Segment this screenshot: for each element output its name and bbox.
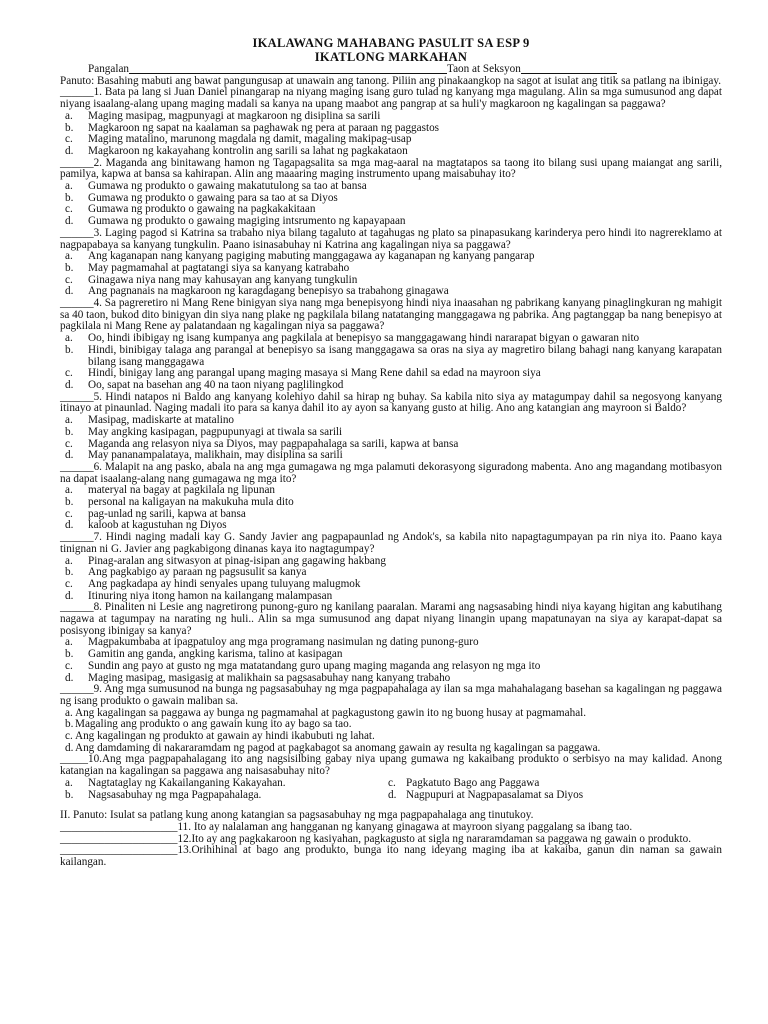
- option-letter: a.: [65, 554, 73, 567]
- option-letter: c.: [65, 659, 73, 672]
- question-stem: [60, 602, 722, 637]
- option-text: Gumawa ng produkto o gawaing magiging intsrumento ng kapayapaan: [88, 215, 406, 228]
- section2-directions: II. Panuto: Isulat sa patlang kung anong katangian sa pagsasabuhay ng mga pagpapahalaga ang tinutukoy.: [60, 809, 534, 822]
- option-letter: b.: [65, 121, 74, 134]
- option-letter: b.: [65, 718, 74, 731]
- directions: Panuto: Basahing mabuti ang bawat pangungusap at unawain ang tanong. Piliin ang pinakaangkop na sagot at isulat ang titik sa patlang na ibinigay.: [60, 74, 722, 87]
- option-text: Maganda ang relasyon niya sa Diyos, may pagpapahalaga sa sarili, kapwa at bansa: [88, 437, 459, 450]
- exam-subtitle: IKATLONG MARKAHAN: [314, 50, 468, 64]
- answer-blank[interactable]: ______: [60, 226, 94, 239]
- option-letter: b.: [65, 343, 74, 356]
- option-text: kaloob at kagustuhan ng Diyos: [88, 519, 227, 532]
- exam-page: [60, 36, 722, 869]
- option-text: Gumawa ng produkto o gawaing na pagkakakitaan: [88, 203, 316, 216]
- answer-option[interactable]: [60, 497, 722, 509]
- option-text: Magkaroon ng kakayahang kontrolin ang sarili sa lahat ng pagkakataon: [88, 144, 408, 157]
- option-text: Gumawa ng produkto o gawaing makatutulong sa tao at bansa: [88, 180, 367, 193]
- fill-in-text: 13.Orihihinal at bago ang produkto, bunga ito nang ideyang maging iba at kakaiba, ganun din naman sa gawain kailangan.: [60, 844, 722, 869]
- option-text: Ang pagnanais na magkaroon ng karagdagang benepisyo sa trabahong ginagawa: [88, 285, 449, 298]
- answer-blank[interactable]: ______: [60, 601, 94, 614]
- answer-blank[interactable]: ______: [60, 156, 94, 169]
- option-text: Gumawa ng produkto o gawaing para sa tao at sa Diyos: [88, 191, 338, 204]
- name-field[interactable]: [129, 64, 447, 74]
- option-text: Maging matalino, marunong magdala ng damit, magaling makipag-usap: [88, 133, 412, 146]
- answer-blank[interactable]: ______: [60, 531, 94, 544]
- option-letter: c.: [65, 203, 73, 216]
- question-text: 8. Pinaliten ni Lesie ang nagretirong punong-guro ng kanilang paaralan. Marami ang nagsasabing hindi niya kayang higitan ang kabutihang nagawa at tagumpay na narating ng huli.. Alin sa mga sumusunod ang dapat niyang linangin upang mapatunayan na siya ay karapat-dapat sa posisyong ibinigay sa kanya?: [60, 601, 722, 637]
- option-letter: a.: [65, 250, 73, 263]
- option-letter: c.: [65, 273, 73, 286]
- option-text: Oo, sapat na basehan ang 40 na taon niyang paglilingkod: [88, 378, 344, 391]
- question-text: 2. Maganda ang binitawang hamon ng Tagapagsalita sa mga mag-aaral na magtatapos sa taong ito bilang susi upang maiangat ang sarili, pamilya, kapwa at bansa sa kahirapan. Alin ang maaaring maging instrumento upang maisabuhay ito?: [60, 156, 722, 181]
- option-text: Masipag, madiskarte at matalino: [88, 414, 235, 427]
- option-letter: b.: [65, 648, 74, 661]
- option-letter: c.: [65, 437, 73, 450]
- option-text: Ang kaganapan nang kanyang pagiging mabuting manggagawa ay kaganapan ng kanyang pangarap: [88, 250, 535, 263]
- option-letter: b.: [65, 496, 74, 509]
- question-text: 9. Ang mga sumusunod na bunga ng pagsasabuhay ng mga pagpapahalaga ay ilan sa mga mahahalagang basehan sa kagalingan ng paggawa ng isang produkto o gawain maliban sa.: [60, 683, 722, 707]
- option-letter: d.: [388, 788, 397, 801]
- answer-option[interactable]: [60, 111, 722, 123]
- question-stem: [60, 462, 722, 485]
- option-letter: d.: [65, 144, 74, 157]
- option-text: Ang pagkabigo ay paraan ng pagsusulit sa kanya: [88, 566, 307, 579]
- option-letter: d.: [65, 519, 74, 532]
- question-text: 6. Malapit na ang pasko, abala na ang mga gumagawa ng mga palamuti dekorasyong siguradong mabenta. Ano ang magandang motibasyon na dapat isaalang-alang nang gumagawa ng mga ito?: [60, 460, 722, 485]
- question-stem: [60, 684, 722, 707]
- fill-in-blank[interactable]: _____________________: [60, 844, 178, 857]
- option-letter: b.: [65, 425, 74, 438]
- option-letter: c.: [65, 577, 73, 590]
- option-letter: a.: [65, 332, 73, 345]
- option-text: Ang pagkadapa ay hindi senyales upang tuluyang malugmok: [88, 577, 361, 590]
- option-text: pag-unlad ng sarili, kapwa at bansa: [88, 507, 246, 520]
- question-stem: [60, 392, 722, 415]
- option-text: Itinuring niya itong hamon na kailangang malampasan: [88, 589, 333, 602]
- option-text: Nagtataglay ng Kakailanganing Kakayahan.: [88, 776, 286, 789]
- option-letter: c.: [65, 367, 73, 380]
- answer-blank[interactable]: ______: [60, 460, 94, 473]
- option-text: Hindi, binibigay talaga ang parangal at benepisyo sa isang manggagawa sa oras na siya ay magretiro bilang bahagi nang kanyang karapatan bilang isang manggagawa: [88, 343, 722, 368]
- option-text: May pagmamahal at pagtatangi siya sa kanyang katrabaho: [88, 261, 350, 274]
- answer-option[interactable]: [60, 579, 722, 591]
- question-stem: [60, 158, 722, 181]
- option-text: Magkaroon ng sapat na kaalaman sa paghawak ng pera at paraan ng paggastos: [88, 121, 440, 134]
- option-text: personal na kaligayan na makukuha mula dito: [88, 496, 294, 509]
- option-text: Magaling ang produkto o ang gawain kung ito ay bago sa tao.: [75, 718, 352, 731]
- option-letter: b.: [65, 566, 74, 579]
- option-letter: a.: [65, 636, 73, 649]
- option-letter: a.: [65, 484, 73, 497]
- option-letter: a.: [65, 109, 73, 122]
- fill-in-text: 12.Ito ay ang pagkakaroon ng kasiyahan, pagkagusto at sigla ng nararamdaman sa paggawa ng gawain o produkto.: [177, 832, 692, 845]
- name-section-line: [60, 64, 722, 76]
- option-text: May angking kasipagan, pagpupunyagi at tiwala sa sarili: [88, 425, 343, 438]
- answer-option[interactable]: [60, 790, 722, 802]
- option-text: Pagkatuto Bago ang Paggawa: [406, 776, 540, 789]
- option-text: Sundin ang payo at gusto ng mga matatandang guro upang maging maganda ang relasyon ng mga ito: [88, 659, 541, 672]
- answer-blank[interactable]: ______: [60, 683, 94, 696]
- option-letter: a.: [65, 414, 73, 427]
- option-letter: d.: [65, 671, 74, 684]
- option-letter: d.: [65, 589, 74, 602]
- option-text: Magpakumbaba at ipagpatuloy ang mga programang nasimulan ng dating punong-guro: [88, 636, 479, 649]
- option-letter: b.: [65, 788, 74, 801]
- option-text: Nagpupuri at Nagpapasalamat sa Diyos: [406, 788, 584, 801]
- option-letter: b.: [65, 191, 74, 204]
- answer-option[interactable]: [60, 661, 722, 673]
- option-text: Ang kagalingan sa paggawa ay bunga ng pagmamahal at pagkagustong gawin ito ng buong husay at pagmamahal.: [75, 706, 587, 719]
- question-stem: [60, 298, 722, 333]
- question-list: [60, 87, 722, 801]
- question-stem: [60, 532, 722, 555]
- exam-title: IKALAWANG MAHABANG PASULIT SA ESP 9: [252, 36, 530, 50]
- question-stem: [60, 754, 722, 777]
- option-letter: c.: [65, 730, 73, 743]
- option-letter: d.: [65, 741, 74, 754]
- option-letter: a.: [65, 776, 73, 789]
- option-letter: b.: [65, 261, 74, 274]
- question-text: 3. Laging pagod si Katrina sa trabaho niya bilang tagaluto at tagahugas ng plato sa pinapasukang karinderya pero hindi ito nagrereklamo at nagpapabaya sa kanyang tungkulin. Paano isinasabuhay ni Katrina ang kagalingan niya sa paggawa?: [60, 226, 722, 251]
- question-stem: [60, 87, 722, 110]
- question-text: 4. Sa pagreretiro ni Mang Rene binigyan siya nang mga benepisyong hindi niya inaasahan ng pabrikang kanyang pinaglingkuran ng mahigit sa 40 taon, bukod dito binigyan din siya nang plake ng pagkilala bilang natatanging manggagawa ng pabrika. Ang pagtanggap ba nang benepisyo at pagkilala ni Mang Rene ay palatandaan ng kagalingan niya sa paggawa?: [60, 297, 722, 333]
- option-text: Ginagawa niya nang may kahusayan ang kanyang tungkulin: [88, 273, 358, 286]
- question-text: 5. Hindi natapos ni Baldo ang kanyang kolehiyo dahil sa hirap ng buhay. Sa kabila nito siya ay matagumpay dahil sa negosyong kanyang itinayo at pinaunlad. Naging madali ito para sa kanya dahil ito ay ayon sa kanyang gusto at hilig. Ano ang katangian ang mayroon si Baldo?: [60, 390, 722, 415]
- answer-option[interactable]: [60, 345, 722, 368]
- answer-blank[interactable]: _____: [60, 753, 88, 766]
- option-text: Oo, hindi ibibigay ng isang kumpanya ang pagkilala at benepisyo sa manggagawang hindi nararapat bigyan o gawaran nito: [88, 332, 640, 345]
- option-letter: d.: [65, 285, 74, 298]
- fill-in-blank[interactable]: _____________________: [60, 832, 178, 845]
- option-letter: d.: [65, 378, 74, 391]
- answer-option[interactable]: [60, 778, 722, 790]
- option-letter: a.: [65, 706, 73, 719]
- answer-blank[interactable]: ______: [60, 390, 94, 403]
- option-text: Gamitin ang ganda, angking karisma, talino at kasipagan: [88, 648, 343, 661]
- fill-in-blank[interactable]: _____________________: [60, 821, 178, 833]
- section-label: Taon at Seksyon: [447, 63, 521, 75]
- answer-option[interactable]: [60, 181, 722, 193]
- question-text: 7. Hindi naging madali kay G. Sandy Javier ang pagpapaunlad ng Andok's, sa kabila nito napagtagumpayan pa rin niya ito. Paano kaya tinignan ni G. Javier ang pagkabigong dinanas kaya ito nagtagumpay?: [60, 531, 722, 555]
- option-letter: a.: [65, 180, 73, 193]
- option-text: Maging masipag, masigasig at malikhain sa pagsasabuhay nang kanyang trabaho: [88, 671, 451, 684]
- name-label: Pangalan: [88, 63, 130, 75]
- question-text: 1. Bata pa lang si Juan Daniel pinangarap na niyang maging isang guro tulad ng kanyang mga magulang. Alin sa mga sumusunod ang dapat niyang isaalang-alang upang maging madali sa kanya na upang maabot ang pangrap at sa huli'y magkaroon ng kagalingan sa paggawa?: [60, 86, 722, 111]
- answer-blank[interactable]: ______: [60, 86, 94, 99]
- section2-list: [60, 822, 722, 869]
- section-field[interactable]: [521, 64, 617, 74]
- option-text: Nagsasabuhay ng mga Pagpapahalaga.: [88, 788, 262, 801]
- answer-option[interactable]: [60, 427, 722, 439]
- option-text: Ang damdaming di nakararamdam ng pagod at pagkabagot sa anomang gawain ay resulta ng kagalingan sa paggawa.: [75, 741, 601, 754]
- option-letter: c.: [65, 133, 73, 146]
- option-letter: d.: [65, 215, 74, 228]
- option-letter: c.: [388, 776, 396, 789]
- answer-blank[interactable]: ______: [60, 297, 94, 310]
- question-stem: [60, 228, 722, 251]
- option-letter: d.: [65, 449, 74, 462]
- option-text: Hindi, binigay lang ang parangal upang maging masaya si Mang Rene dahil sa edad na mayroon siya: [88, 367, 541, 380]
- option-text: Maging masipag, magpunyagi at magkaroon ng disiplina sa sarili: [88, 109, 381, 122]
- question-text: 10.Ang mga pagpapahalagang ito ang nagsisilbing gabay niya upang gumawa ng kakaibang produkto o serbisyo na may kalidad. Anong katangian na kagalingan sa paggawa ang naisasabuhay nito?: [60, 753, 722, 778]
- option-text: Pinag-aralan ang sitwasyon at pinag-isipan ang gagawing hakbang: [88, 554, 386, 567]
- option-letter: c.: [65, 507, 73, 520]
- answer-option[interactable]: [60, 263, 722, 275]
- fill-in-text: 11. Ito ay nalalaman ang hangganan ng kanyang ginagawa at mayroon siyang paggalang sa ibang tao.: [177, 821, 633, 833]
- fill-in-item: [60, 845, 722, 868]
- option-text: May pananampalataya, malikhain, may disiplina sa sarili: [88, 449, 343, 462]
- option-text: Ang kagalingan ng produkto at gawain ay hindi ikabubuti ng lahat.: [75, 730, 375, 743]
- option-text: materyal na bagay at pagkilala ng lipunan: [88, 484, 276, 497]
